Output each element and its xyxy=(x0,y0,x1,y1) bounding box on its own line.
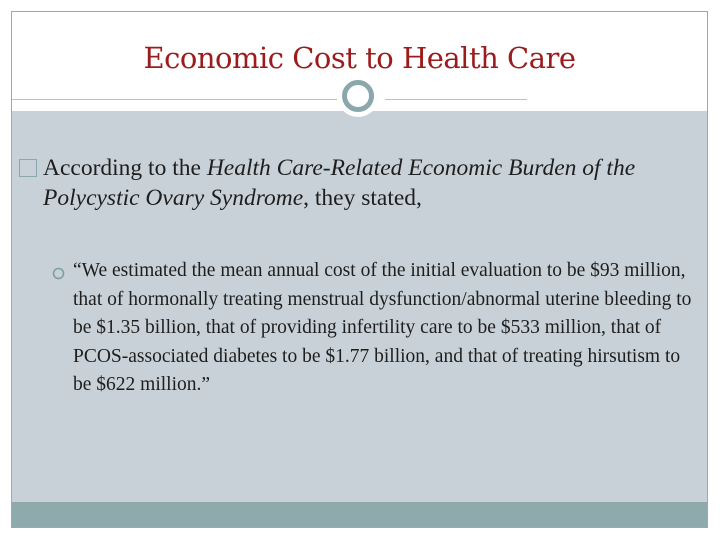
bottom-bar xyxy=(12,502,707,527)
bullet-1-italic-title: Health Care-Related Economic Burden of the Polycystic Ovary Syndrome xyxy=(43,155,636,211)
ring-ornament-icon xyxy=(340,78,376,114)
square-bullet-icon xyxy=(19,159,37,177)
bullet-level-1 xyxy=(20,153,670,213)
ring-bullet-icon xyxy=(52,267,65,280)
bullet-level-1-text xyxy=(20,153,670,213)
bullet-1-suffix: , they stated, xyxy=(303,185,422,211)
bullet-level-2 xyxy=(52,257,692,400)
bullet-1-prefix: According to the xyxy=(43,155,207,181)
slide-title: Economic Cost to Health Care xyxy=(143,41,576,75)
title-area xyxy=(12,12,707,111)
bullet-2-quote: “We estimated the mean annual cost of the initial evaluation to be $93 million, that of hormonally treating menstrual dysfunction/abnormal uterine bleeding to be $1.35 billion, that of providing infertility care to be $533 million, that of PCOS-associated diabetes to be $1.77 billion, and that of treating hirsutism to be $622 million.” xyxy=(73,260,692,396)
title-divider-left xyxy=(12,99,337,100)
title-divider-right xyxy=(385,99,527,100)
ring-ornament-inner xyxy=(342,80,374,112)
